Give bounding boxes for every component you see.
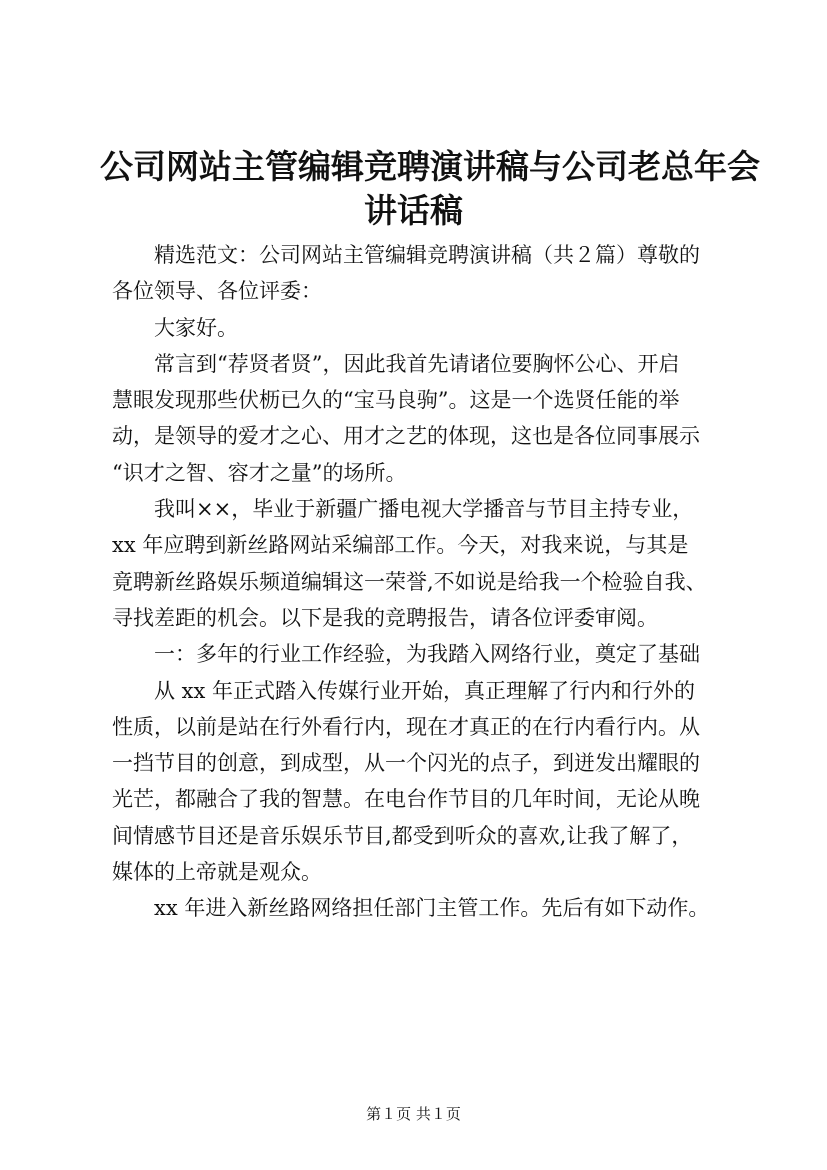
page-footer: 第１页 共１页 bbox=[366, 1105, 461, 1123]
paragraph bbox=[112, 491, 737, 636]
text-line: xx 年应聘到新丝路网站采编部工作。今天，对我来说，与其是 bbox=[112, 533, 689, 558]
text-line: 常言到“荐贤者贤”，因此我首先请诸位要胸怀公心、开启 bbox=[154, 351, 680, 376]
text-line: 间情感节目还是音乐娱乐节目,都受到听众的喜欢,让我了解了， bbox=[112, 823, 693, 848]
title-line: 公司网站主管编辑竞聘演讲稿与公司老总年会 bbox=[100, 147, 760, 186]
document-body bbox=[112, 237, 737, 927]
text-line: 一挡节目的创意，到成型，从一个闪光的点子，到迸发出耀眼的 bbox=[112, 751, 700, 776]
text-line: 一：多年的行业工作经验，为我踏入网络行业，奠定了基础 bbox=[154, 642, 700, 667]
document-title bbox=[100, 145, 760, 233]
text-line: 从 xx 年正式踏入传媒行业开始，真正理解了行内和行外的 bbox=[154, 678, 696, 703]
text-line: 慧眼发现那些伏枥已久的“宝马良驹”。这是一个选贤任能的举 bbox=[112, 388, 680, 413]
paragraph bbox=[112, 673, 737, 891]
section-heading bbox=[112, 636, 737, 672]
text-line: 媒体的上帝就是观众。 bbox=[112, 860, 322, 885]
text-line: 光芒，都融合了我的智慧。在电台作节目的几年时间，无论从晚 bbox=[112, 787, 700, 812]
text-line: xx 年进入新丝路网络担任部门主管工作。先后有如下动作。 bbox=[154, 896, 710, 921]
paragraph bbox=[112, 890, 737, 926]
text-line: 性质，以前是站在行外看行内，现在才真正的在行内看行内。从 bbox=[112, 714, 700, 739]
text-line: 竟聘新丝路娱乐频道编辑这一荣誉,不如说是给我一个检验自我、 bbox=[112, 569, 707, 594]
text-line: 动，是领导的爱才之心、用才之艺的体现，这也是各位同事展示 bbox=[112, 424, 700, 449]
paragraph bbox=[112, 346, 737, 491]
text-line: 寻找差距的机会。以下是我的竞聘报告，请各位评委审阅。 bbox=[112, 605, 658, 630]
text-line: 精选范文：公司网站主管编辑竞聘演讲稿（共２篇）尊敬的 bbox=[154, 243, 700, 267]
paragraph bbox=[112, 237, 737, 310]
title-line: 讲话稿 bbox=[364, 191, 463, 230]
text-line: 我叫××，毕业于新疆广播电视大学播音与节目主持专业， bbox=[154, 497, 694, 522]
text-line: 大家好。 bbox=[154, 315, 238, 340]
text-line: “识才之智、容才之量”的场所。 bbox=[112, 460, 407, 485]
paragraph bbox=[112, 310, 737, 346]
text-line: 各位领导、各位评委： bbox=[112, 279, 322, 304]
